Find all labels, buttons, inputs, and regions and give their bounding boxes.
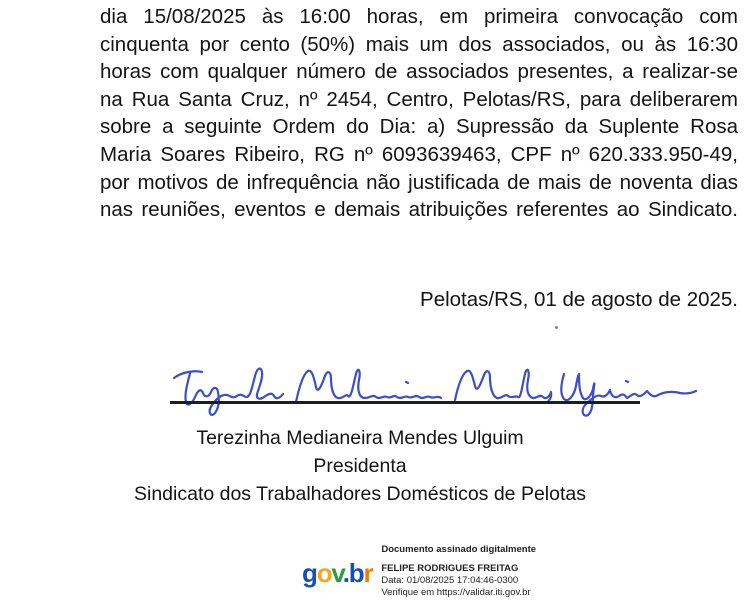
- govbr-logo-letter: o: [316, 558, 332, 588]
- stamp-verify-url: Verifique em https://validar.iti.gov.br: [381, 587, 531, 598]
- signer-name: Terezinha Medianeira Mendes Ulguim: [196, 427, 524, 449]
- stamp-text-block: [381, 544, 536, 599]
- govbr-logo: [302, 560, 372, 586]
- stamp-signer-name: FELIPE RODRIGUES FREITAG: [381, 563, 519, 574]
- body-line: nas reuniões, eventos e demais atribuições referentes ao Sindicato.: [100, 198, 738, 222]
- govbr-logo-letter: v: [331, 558, 343, 588]
- place-date-line: Pelotas/RS, 01 de agosto de 2025.: [420, 288, 738, 311]
- handwritten-signature: [160, 352, 708, 422]
- stamp-date: Data: 01/08/2025 17:04:46-0300: [381, 575, 519, 586]
- govbr-logo-letter: r: [363, 558, 373, 588]
- signature-line: [170, 401, 640, 404]
- govbr-logo-letter: g: [302, 558, 317, 588]
- body-line: cinquenta por cento (50%) mais um dos associados, ou às 16:30: [100, 32, 738, 56]
- body-line: sobre a seguinte Ordem do Dia: a) Supressão da Suplente Rosa: [100, 115, 738, 139]
- scan-artifact-dot: [555, 326, 558, 329]
- signer-organization: Sindicato dos Trabalhadores Domésticos de Pelotas: [133, 483, 586, 505]
- govbr-logo-letter: b: [348, 558, 364, 588]
- body-line: Maria Soares Ribeiro, RG nº 6093639463, CPF nº 620.333.950-49,: [100, 142, 738, 166]
- body-line: por motivos de infrequência não justificada de mais de noventa dias: [100, 170, 738, 194]
- stamp-header: Documento assinado digitalmente: [381, 544, 537, 555]
- signer-title: Presidenta: [313, 455, 407, 477]
- body-line: dia 15/08/2025 às 16:00 horas, em primeira convocação com: [100, 5, 738, 28]
- signer-identity-block: [0, 424, 720, 508]
- body-line: horas com qualquer número de associados presentes, a realizar-se: [100, 60, 738, 84]
- digital-signature-stamp: [302, 544, 536, 599]
- body-line: na Rua Santa Cruz, nº 2454, Centro, Pelotas/RS, para deliberarem: [100, 87, 738, 111]
- govbr-logo-letter: .: [342, 558, 349, 588]
- body-paragraph: [100, 3, 738, 224]
